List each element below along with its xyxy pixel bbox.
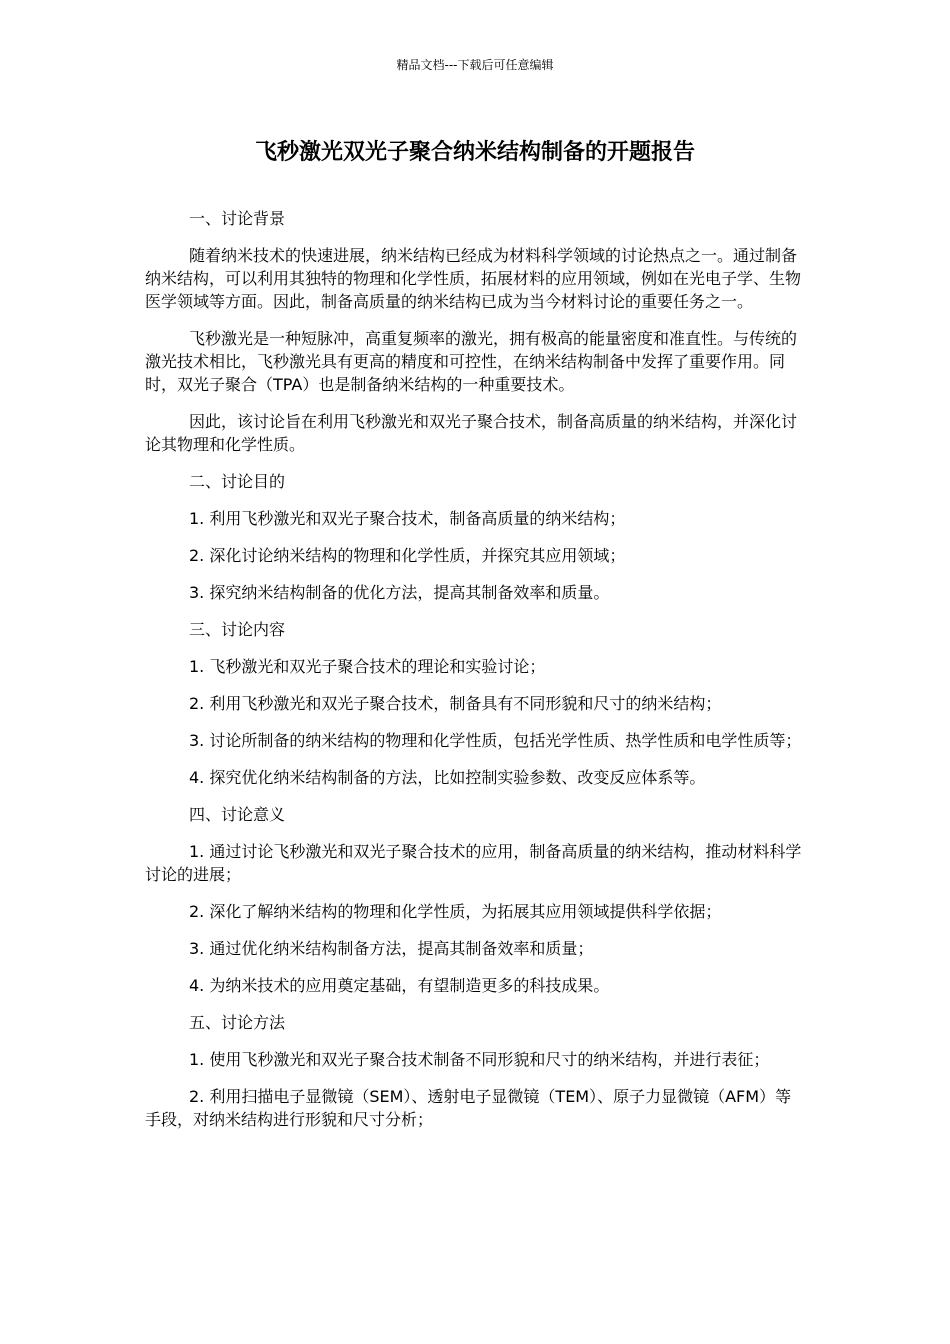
list-item: 2. 深化讨论纳米结构的物理和化学性质，并探究其应用领域； xyxy=(189,546,626,565)
paragraph: 随着纳米技术的快速进展，纳米结构已经成为材料科学领域的讨论热点之一。通过制备纳米结构，可以利用其独特的物理和化学性质，拓展材料的应用领域，例如在光电子学、生物医学领域等方面。因此，制备高质量的纳米结构已成为当今材料讨论的重要任务之一。 xyxy=(145,246,802,311)
list-item: 1. 飞秒激光和双光子聚合技术的理论和实验讨论； xyxy=(189,657,546,676)
list-item: 1. 使用飞秒激光和双光子聚合技术制备不同形貌和尺寸的纳米结构，并进行表征； xyxy=(189,1050,770,1069)
list-item: 2. 利用扫描电子显微镜（SEM）、透射电子显微镜（TEM）、原子力显微镜（AFM）等手段，对纳米结构进行形貌和尺寸分析； xyxy=(145,1087,792,1129)
list-item: 2. 深化了解纳米结构的物理和化学性质，为拓展其应用领域提供科学依据； xyxy=(189,902,722,921)
list-item: 3. 通过优化纳米结构制备方法，提高其制备效率和质量； xyxy=(189,939,594,958)
page-title: 飞秒激光双光子聚合纳米结构制备的开题报告 xyxy=(254,140,695,165)
section-heading-significance: 四、讨论意义 xyxy=(189,805,286,824)
list-item: 3. 探究纳米结构制备的优化方法，提高其制备效率和质量。 xyxy=(189,583,610,602)
section-heading-method: 五、讨论方法 xyxy=(189,1013,286,1032)
paragraph: 飞秒激光是一种短脉冲，高重复频率的激光，拥有极高的能量密度和准直性。与传统的激光技术相比，飞秒激光具有更高的精度和可控性，在纳米结构制备中发挥了重要作用。同时，双光子聚合（TPA）也是制备纳米结构的一种重要技术。 xyxy=(145,329,798,394)
list-item: 3. 讨论所制备的纳米结构的物理和化学性质，包括光学性质、热学性质和电学性质等； xyxy=(189,731,802,750)
section-heading-purpose: 二、讨论目的 xyxy=(189,472,286,491)
list-item: 2. 利用飞秒激光和双光子聚合技术，制备具有不同形貌和尺寸的纳米结构； xyxy=(189,694,722,713)
list-item: 4. 探究优化纳米结构制备的方法，比如控制实验参数、改变反应体系等。 xyxy=(189,768,706,787)
section-heading-background: 一、讨论背景 xyxy=(189,209,286,228)
list-item: 1. 通过讨论飞秒激光和双光子聚合技术的应用，制备高质量的纳米结构，推动材料科学讨论的进展； xyxy=(145,842,802,884)
section-heading-content: 三、讨论内容 xyxy=(189,620,286,639)
list-item: 4. 为纳米技术的应用奠定基础，有望制造更多的科技成果。 xyxy=(189,976,610,995)
paragraph: 因此，该讨论旨在利用飞秒激光和双光子聚合技术，制备高质量的纳米结构，并深化讨论其物理和化学性质。 xyxy=(145,412,798,454)
document-body xyxy=(145,207,807,1145)
list-item: 1. 利用飞秒激光和双光子聚合技术，制备高质量的纳米结构； xyxy=(189,509,626,528)
header-note: 精品文档---下载后可任意编辑 xyxy=(396,58,554,72)
